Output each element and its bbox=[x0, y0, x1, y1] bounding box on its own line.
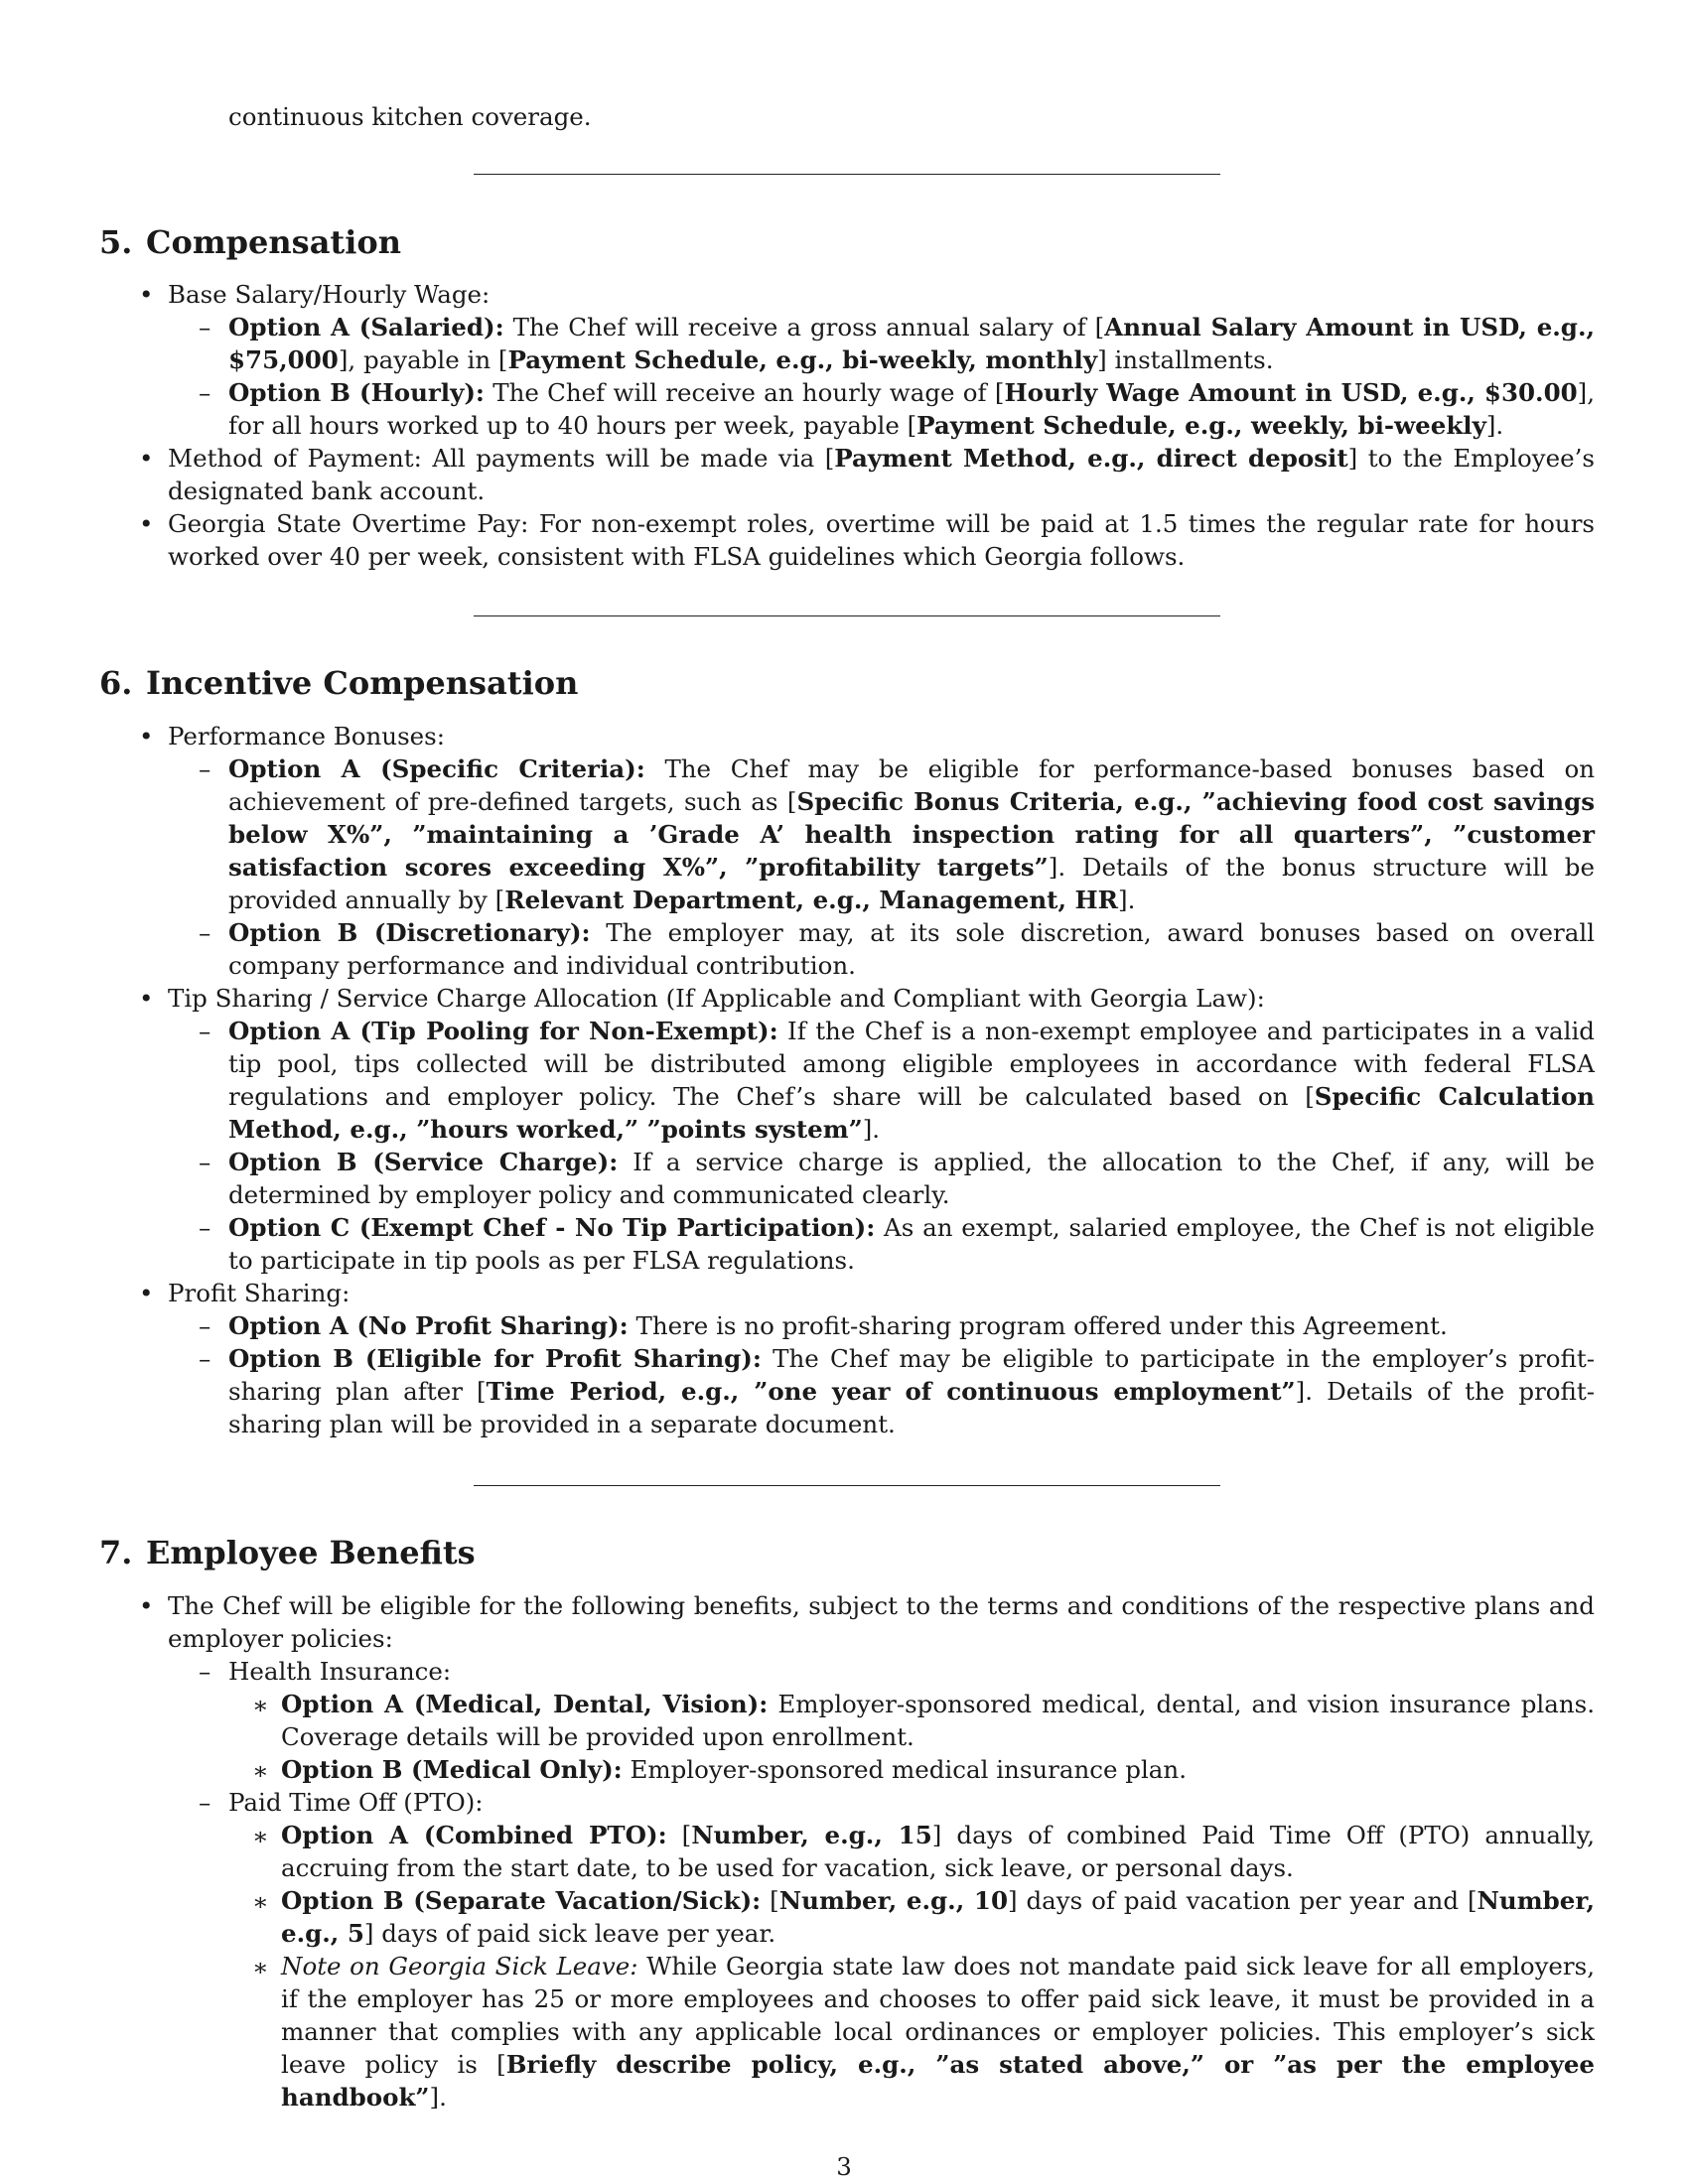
section-title: Compensation bbox=[146, 223, 401, 261]
list-item: – Option A (No Profit Sharing): There is no profit-sharing program offered under this Agreement. bbox=[228, 1309, 1595, 1342]
section-heading-incentive-compensation: 6. Incentive Compensation bbox=[99, 664, 579, 702]
list-item: – Option B (Eligible for Profit Sharing): The Chef may be eligible to participate in the employer’s profit-sharing plan after [Time Period, e.g., ”one year of continuous employment”]. Details of the profit-sharing plan will be provided in a separate document. bbox=[228, 1342, 1595, 1440]
list-item: • Performance Bonuses: – Option A (Specific Criteria): The Chef may be eligible for performance-based bonuses based on achievement of pre-defined targets, such as [Specific Bonus Criteria, e.g., ”achieving food cost savings below X%”, ”maintaining a ’Grade A’ health inspection rating for all quarters”, ”customer satisfaction scores exceeding X%”, ”profitability targets”]. Details of the bonus structure will be provided annually by [Relevant Department, e.g., Management, HR]. – Option B (Discretionary): The employer may, at its sole discretion, award bonuses based on overall company performance and individual contribution. bbox=[168, 720, 1595, 982]
incentive-list bbox=[168, 720, 1595, 1440]
list-item: – Option A (Specific Criteria): The Chef may be eligible for performance-based bonuses based on achievement of pre-defined targets, such as [Specific Bonus Criteria, e.g., ”achieving food cost savings below X%”, ”maintaining a ’Grade A’ health inspection rating for all quarters”, ”customer satisfaction scores exceeding X%”, ”profitability targets”]. Details of the bonus structure will be provided annually by [Relevant Department, e.g., Management, HR]. bbox=[228, 752, 1595, 916]
list-item: ∗ Option A (Medical, Dental, Vision): Employer-sponsored medical, dental, and vision insurance plans. Coverage details will be provided upon enrollment. bbox=[281, 1688, 1595, 1753]
list-item: • Tip Sharing / Service Charge Allocation (If Applicable and Compliant with Georgia Law): – Option A (Tip Pooling for Non-Exempt): If the Chef is a non-exempt employee and participates in a valid tip pool, tips collected will be distributed among eligible employees in accordance with federal FLSA regulations and employer policy. The Chef’s share will be calculated based on [Specific Calculation Method, e.g., ”hours worked,” ”points system”]. – Option B (Service Charge): If a service charge is applied, the allocation to the Chef, if any, will be determined by employer policy and communicated clearly. – Option C (Exempt Chef - No Tip Participation): As an exempt, salaried employee, the Chef is not eligible to participate in tip pools as per FLSA regulations. bbox=[168, 982, 1595, 1277]
section-divider bbox=[474, 174, 1220, 175]
list-item: ∗ Option A (Combined PTO): [Number, e.g., 15] days of combined Paid Time Off (PTO) annually, accruing from the start date, to be used for vacation, sick leave, or personal days. bbox=[281, 1819, 1595, 1884]
list-item: – Option B (Hourly): The Chef will receive an hourly wage of [Hourly Wage Amount in USD, e.g., $30.00], for all hours worked up to 40 hours per week, payable [Payment Schedule, e.g., weekly, bi-weekly]. bbox=[228, 376, 1595, 442]
list-item: • Base Salary/Hourly Wage: – Option A (Salaried): The Chef will receive a gross annual salary of [Annual Salary Amount in USD, e.g., $75,000], payable in [Payment Schedule, e.g., bi-weekly, monthly] installments. – Option B (Hourly): The Chef will receive an hourly wage of [Hourly Wage Amount in USD, e.g., $30.00], for all hours worked up to 40 hours per week, payable [Payment Schedule, e.g., weekly, bi-weekly]. bbox=[168, 278, 1595, 442]
list-item: – Option A (Tip Pooling for Non-Exempt): If the Chef is a non-exempt employee and participates in a valid tip pool, tips collected will be distributed among eligible employees in accordance with federal FLSA regulations and employer policy. The Chef’s share will be calculated based on [Specific Calculation Method, e.g., ”hours worked,” ”points system”]. bbox=[228, 1015, 1595, 1146]
section-divider bbox=[474, 1485, 1220, 1486]
section-divider bbox=[474, 615, 1220, 616]
section-title: Incentive Compensation bbox=[146, 664, 579, 702]
list-item: • Profit Sharing: – Option A (No Profit Sharing): There is no profit-sharing program offered under this Agreement. – Option B (Eligible for Profit Sharing): The Chef may be eligible to participate in the employer’s profit-sharing plan after [Time Period, e.g., ”one year of continuous employment”]. Details of the profit-sharing plan will be provided in a separate document. bbox=[168, 1277, 1595, 1440]
section-title: Employee Benefits bbox=[146, 1534, 476, 1571]
list-item: – Option A (Salaried): The Chef will receive a gross annual salary of [Annual Salary Amount in USD, e.g., $75,000], payable in [Payment Schedule, e.g., bi-weekly, monthly] installments. bbox=[228, 311, 1595, 376]
page-number: 3 bbox=[836, 2152, 852, 2181]
list-item: – Health Insurance: ∗ Option A (Medical, Dental, Vision): Employer-sponsored medical, dental, and vision insurance plans. Coverage details will be provided upon enrollment. ∗ Option B (Medical Only): Employer-sponsored medical insurance plan. bbox=[228, 1655, 1595, 1786]
section-heading-compensation: 5. Compensation bbox=[99, 223, 401, 261]
benefits-list bbox=[168, 1589, 1595, 2114]
list-item: – Paid Time Off (PTO): ∗ Option A (Combined PTO): [Number, e.g., 15] days of combined Paid Time Off (PTO) annually, accruing from the start date, to be used for vacation, sick leave, or personal days. ∗ Option B (Separate Vacation/Sick): [Number, e.g., 10] days of paid vacation per year and [Number, e.g., 5] days of paid sick leave per year. ∗ Note on Georgia Sick Leave: While Georgia state law does not mandate paid sick leave for all employers, if the employer has 25 or more employees and chooses to offer paid sick leave, it must be provided in a manner that complies with any applicable local ordinances or employer policies. This employer’s sick leave policy is [Briefly describe policy, e.g., ”as stated above,” or ”as per the employee handbook”]. bbox=[228, 1786, 1595, 2114]
list-item: – Option B (Discretionary): The employer may, at its sole discretion, award bonuses based on overall company performance and individual contribution. bbox=[228, 916, 1595, 982]
sublist bbox=[281, 1819, 1595, 2114]
list-item: ∗ Option B (Medical Only): Employer-sponsored medical insurance plan. bbox=[281, 1753, 1595, 1786]
list-item: • Georgia State Overtime Pay: For non-exempt roles, overtime will be paid at 1.5 times the regular rate for hours worked over 40 per week, consistent with FLSA guidelines which Georgia follows. bbox=[168, 507, 1595, 573]
sublist bbox=[228, 752, 1595, 982]
compensation-list bbox=[168, 278, 1595, 573]
list-item: ∗ Option B (Separate Vacation/Sick): [Number, e.g., 10] days of paid vacation per year and [Number, e.g., 5] days of paid sick leave per year. bbox=[281, 1884, 1595, 1950]
sublist bbox=[228, 1655, 1595, 2114]
list-item: • The Chef will be eligible for the following benefits, subject to the terms and conditions of the respective plans and employer policies: – Health Insurance: ∗ Option A (Medical, Dental, Vision): Employer-sponsored medical, dental, and vision insurance plans. Coverage details will be provided upon enrollment. ∗ Option B (Medical Only): Employer-sponsored medical insurance plan. – Paid Time Off (PTO): ∗ Option A (Combined PTO): [Number, e.g., 15] days of combined Paid Time Off (PTO) annually, accruing from the start date, to be used for vacation, sick leave, or personal days. ∗ Option B (Separate Vacation/Sick): [Number, e.g., 10] days of paid vacation per year and [Number, e.g., 5] days of paid sick leave per year. ∗ Note on Georgia Sick Leave: While Georgia state law does not mandate paid sick leave for all employers, if the employer has 25 or more employees and chooses to offer paid sick leave, it must be provided in a manner that complies with any applicable local ordinances or employer policies. This employer’s sick leave policy is [Briefly describe policy, e.g., ”as stated above,” or ”as per the employee handbook”]. bbox=[168, 1589, 1595, 2114]
sublist bbox=[281, 1688, 1595, 1786]
section-heading-employee-benefits: 7. Employee Benefits bbox=[99, 1534, 476, 1571]
continuation-text: continuous kitchen coverage. bbox=[228, 102, 592, 131]
sublist bbox=[228, 1015, 1595, 1277]
sublist bbox=[228, 311, 1595, 442]
list-item: • Method of Payment: All payments will be made via [Payment Method, e.g., direct deposit] to the Employee’s designated bank account. bbox=[168, 442, 1595, 507]
list-item: – Option C (Exempt Chef - No Tip Participation): As an exempt, salaried employee, the Chef is not eligible to participate in tip pools as per FLSA regulations. bbox=[228, 1211, 1595, 1277]
list-item: – Option B (Service Charge): If a service charge is applied, the allocation to the Chef, if any, will be determined by employer policy and communicated clearly. bbox=[228, 1146, 1595, 1211]
list-item: ∗ Note on Georgia Sick Leave: While Georgia state law does not mandate paid sick leave for all employers, if the employer has 25 or more employees and chooses to offer paid sick leave, it must be provided in a manner that complies with any applicable local ordinances or employer policies. This employer’s sick leave policy is [Briefly describe policy, e.g., ”as stated above,” or ”as per the employee handbook”]. bbox=[281, 1950, 1595, 2114]
sublist bbox=[228, 1309, 1595, 1440]
